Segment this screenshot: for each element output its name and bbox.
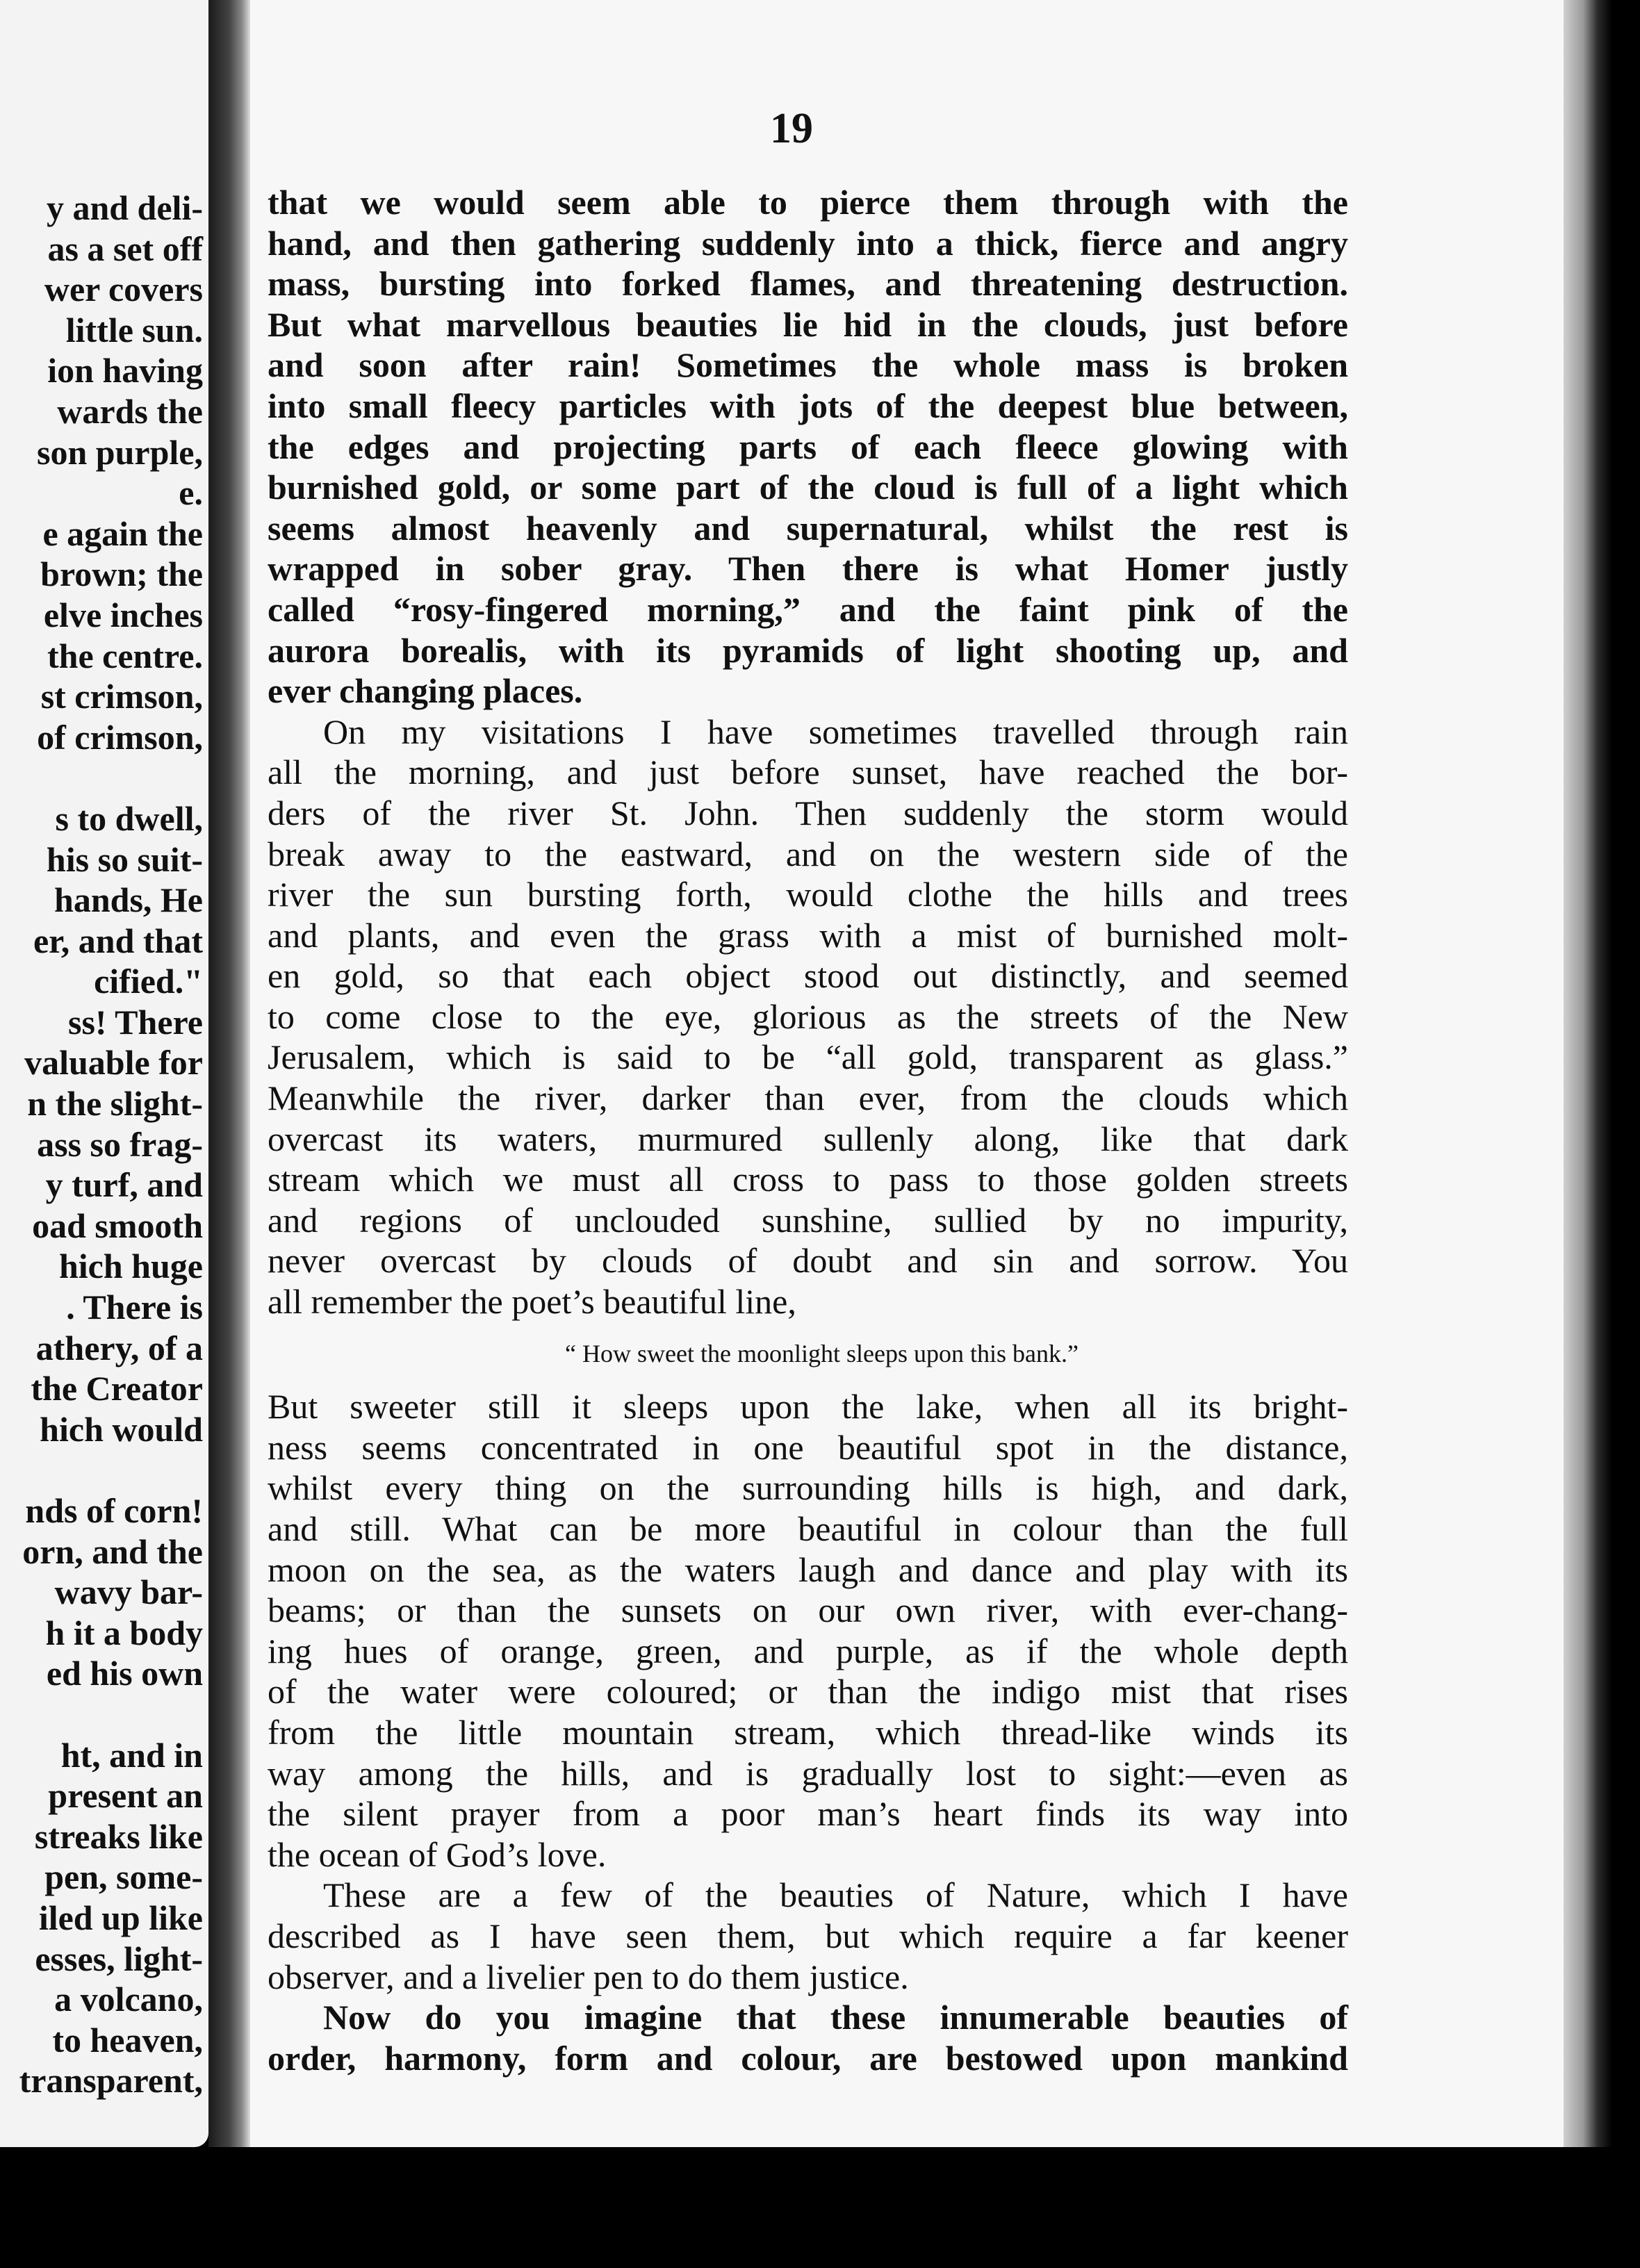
text-line: mass, bursting into forked flames, and threatening destruction. <box>268 264 1348 304</box>
text-line: Jerusalem, which is said to be “all gold, transparent as glass.” <box>268 1037 1348 1077</box>
text-line: ness seems concentrated in one beautiful spot in the distance, <box>268 1427 1348 1467</box>
text-line: stream which we must all cross to pass to those golden streets <box>268 1160 1348 1199</box>
text-line: and soon after rain! Sometimes the whole mass is broken <box>268 345 1348 385</box>
facing-page-line: oad smooth <box>32 1206 203 1245</box>
facing-page-line: ed his own <box>46 1654 203 1693</box>
facing-page-line: iled up like <box>38 1898 203 1937</box>
facing-page-line: present an <box>48 1776 203 1816</box>
facing-page-line: y and deli- <box>46 188 203 227</box>
facing-page-line: esses, light- <box>35 1939 203 1978</box>
facing-page-line: streaks like <box>34 1816 203 1856</box>
text-line: moon on the sea, as the waters laugh and dance and play with its <box>268 1550 1348 1589</box>
book-gutter <box>208 0 250 2147</box>
facing-page-line: e. <box>179 473 203 513</box>
facing-page-line: to heaven, <box>52 2020 203 2060</box>
page-number: 19 <box>770 105 813 152</box>
facing-page-line: brown; the <box>40 554 203 594</box>
text-line: the edges and projecting parts of each fleece glowing with <box>268 427 1348 466</box>
text-line: called “rosy-fingered morning,” and the faint pink of the <box>268 589 1348 629</box>
text-line: But what marvellous beauties lie hid in the clouds, just before <box>268 304 1348 344</box>
facing-page-line <box>0 1449 203 1490</box>
text-line: to come close to the eye, glorious as the streets of the New <box>268 996 1348 1036</box>
facing-page-line: little sun. <box>65 310 203 350</box>
facing-page-line <box>0 1694 203 1735</box>
facing-page-line: ht, and in <box>60 1735 203 1775</box>
facing-page-line: of crimson, <box>37 717 203 757</box>
text-line: Meanwhile the river, darker than ever, from the clouds which <box>268 1078 1348 1118</box>
text-line: way among the hills, and is gradually lost to sight:—even as <box>268 1753 1348 1793</box>
facing-page-line: e again the <box>42 513 203 553</box>
facing-page-line: cified." <box>94 962 203 1001</box>
facing-page-line: orn, and the <box>22 1531 203 1571</box>
facing-page-line: ion having <box>47 351 203 391</box>
facing-page-line: the centre. <box>47 636 203 675</box>
text-line: ever changing places. <box>268 671 583 711</box>
facing-page-line: athery, of a <box>35 1328 203 1367</box>
text-line: the silent prayer from a poor man’s heart finds its way into <box>268 1794 1348 1834</box>
facing-page-line: as a set off <box>47 229 203 268</box>
text-line: On my visitations I have sometimes travelled through rain <box>323 712 1348 751</box>
poetry-quote: “ How sweet the moonlight sleeps upon this bank.” <box>565 1339 1079 1367</box>
paragraph-5 <box>268 1997 1348 2078</box>
text-line: and plants, and even the grass with a mist of burnished molt- <box>268 915 1348 955</box>
text-line: overcast its waters, murmured sullenly along, like that dark <box>268 1119 1348 1158</box>
facing-page-line: nds of corn! <box>25 1491 203 1530</box>
facing-page-line: a volcano, <box>54 1980 203 2019</box>
text-line: and still. What can be more beautiful in colour than the full <box>268 1509 1348 1548</box>
facing-page-line: s to dwell, <box>55 798 203 838</box>
text-line: river the sun bursting forth, would clothe the hills and trees <box>268 875 1348 914</box>
text-line: the ocean of God’s love. <box>268 1834 607 1874</box>
facing-page-line: valuable for <box>24 1043 203 1083</box>
text-line: break away to the eastward, and on the western side of the <box>268 834 1348 873</box>
facing-page-line: er, and that <box>33 921 203 960</box>
facing-page-line: hich would <box>40 1409 203 1449</box>
text-line: seems almost heavenly and supernatural, whilst the rest is <box>268 508 1348 548</box>
text-line: described as I have seen them, but which require a far keener <box>268 1916 1348 1955</box>
facing-page-line <box>0 757 203 798</box>
text-line: ders of the river St. John. Then suddenly the storm would <box>268 793 1348 832</box>
facing-page-line: y turf, and <box>45 1165 203 1205</box>
scan-background <box>0 2147 1640 2268</box>
text-line: hand, and then gathering suddenly into a thick, fierce and angry <box>268 223 1348 263</box>
text-line: all remember the poet’s beautiful line, <box>268 1282 796 1322</box>
facing-page-line: ass so frag- <box>37 1124 203 1164</box>
facing-page-line: wer covers <box>44 270 203 309</box>
facing-page-line: h it a body <box>45 1613 203 1652</box>
text-line: These are a few of the beauties of Nature, which I have <box>323 1875 1348 1915</box>
text-line: But sweeter still it sleeps upon the lake, when all its bright- <box>268 1387 1348 1427</box>
text-line: of the water were coloured; or than the indigo mist that rises <box>268 1672 1348 1711</box>
facing-page-line: transparent, <box>19 2061 203 2101</box>
text-line: and regions of unclouded sunshine, sullied by no impurity, <box>268 1200 1348 1240</box>
paragraph-3 <box>268 1386 1348 1875</box>
facing-page-line: hich huge <box>58 1247 203 1286</box>
text-line: ing hues of orange, green, and purple, as if the whole depth <box>268 1631 1348 1670</box>
facing-page-line: his so suit- <box>46 839 203 879</box>
text-line: aurora borealis, with its pyramids of light shooting up, and <box>268 630 1348 670</box>
facing-page-line: st crimson, <box>40 677 203 716</box>
facing-page-line: elve inches <box>43 595 203 634</box>
text-line: from the little mountain stream, which thread-like winds its <box>268 1712 1348 1752</box>
text-line: never overcast by clouds of doubt and sin and sorrow. You <box>268 1241 1348 1281</box>
page-edge <box>1564 0 1612 2147</box>
facing-page-text <box>0 188 203 2101</box>
text-line: into small fleecy particles with jots of the deepest blue between, <box>268 386 1348 425</box>
facing-page-line: the Creator <box>31 1369 203 1408</box>
facing-page-left <box>0 0 208 2147</box>
text-line: wrapped in sober gray. Then there is what Homer justly <box>268 549 1348 589</box>
paragraph-4 <box>268 1875 1348 1997</box>
text-line: beams; or than the sunsets on our own river, with ever-chang- <box>268 1591 1348 1630</box>
facing-page-line: ss! There <box>68 1002 203 1042</box>
text-line: Now do you imagine that these innumerable beauties of <box>323 1998 1348 2037</box>
facing-page-line: . There is <box>66 1288 203 1327</box>
text-line: that we would seem able to pierce them through with the <box>268 183 1348 222</box>
text-line: order, harmony, form and colour, are bestowed upon mankind <box>268 2038 1348 2078</box>
facing-page-line: wavy bar- <box>54 1572 203 1612</box>
text-line: whilst every thing on the surrounding hills is high, and dark, <box>268 1468 1348 1508</box>
facing-page-line: wards the <box>57 391 203 431</box>
facing-page-line: n the slight- <box>27 1084 203 1124</box>
text-line: observer, and a livelier pen to do them justice. <box>268 1957 909 1996</box>
facing-page-line: pen, some- <box>44 1857 203 1897</box>
text-line: all the morning, and just before sunset, have reached the bor- <box>268 753 1348 792</box>
facing-page-line: son purple, <box>37 432 203 472</box>
facing-page-line: hands, He <box>54 880 203 920</box>
text-line: burnished gold, or some part of the cloud is full of a light which <box>268 468 1348 507</box>
page-body-text <box>268 182 1348 2078</box>
paragraph-2 <box>268 712 1348 1322</box>
text-line: en gold, so that each object stood out distinctly, and seemed <box>268 956 1348 996</box>
paragraph-1 <box>268 182 1348 712</box>
